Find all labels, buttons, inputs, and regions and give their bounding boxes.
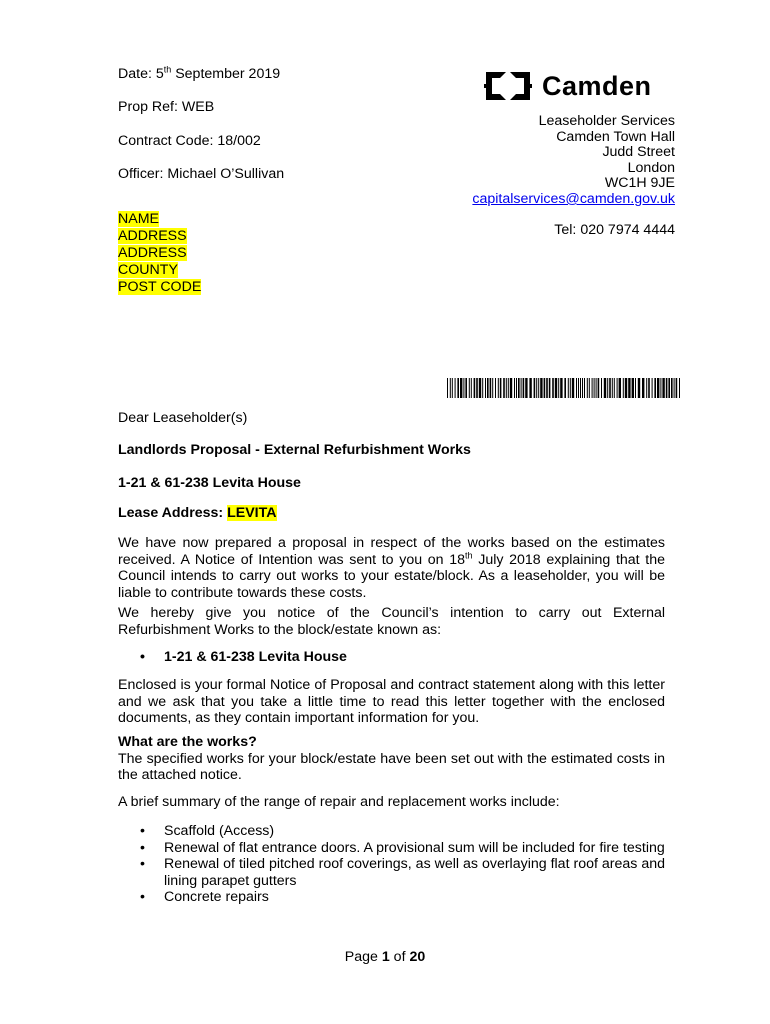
letter-subject: Landlords Proposal - External Refurbishment Works [118,442,471,458]
camden-logo [484,70,676,102]
paragraph-enclosed: Enclosed is your formal Notice of Proposal and contract statement along with this letter and we ask that you take a little time to read this letter together with the enclosed documents, as they contain important information for you. [118,677,665,727]
sender-address [472,114,675,238]
sender-line: London [627,159,675,176]
salutation: Dear Leaseholder(s) [118,410,248,426]
contract-code: Contract Code: 18/002 [118,133,261,149]
sender-line: Camden Town Hall [556,128,675,145]
paragraph-intro: We have now prepared a proposal in respect of the works based on the estimates received. A Notice of Intention was sent to you on 18th July 2018 explaining that the Council intends to carry out works to your estate/block. As a leaseholder, you will be liable to contribute towards these costs. [118,535,666,601]
property-bullet-list [118,649,665,666]
recipient-line: NAME [118,211,159,227]
lease-address-value: LEVITA [227,505,277,521]
camden-logo-icon [484,70,542,102]
sender-email-link[interactable]: capitalservices@camden.gov.uk [472,190,675,207]
paragraph-notice: We hereby give you notice of the Council’s intention to carry out External Refurbishment Works to the block/estate known as: [118,605,665,638]
barcode-image [447,378,681,398]
list-item: • Scaffold (Access) [118,823,665,840]
works-text: The specified works for your block/estate have been set out with the estimated costs in the attached notice. [118,750,665,784]
sender-line: Leaseholder Services [538,113,675,129]
summary-intro: A brief summary of the range of repair and replacement works include: [118,794,560,810]
recipient-line: ADDRESS [118,245,187,261]
recipient-line: ADDRESS [118,228,187,244]
letter-date: Date: 5th September 2019 [118,64,281,82]
lease-address [118,505,277,522]
works-list [118,823,665,906]
letter-header-left [118,66,284,183]
prop-ref: Prop Ref: WEB [118,99,215,115]
works-heading: What are the works? [118,734,257,750]
recipient-line: COUNTY [118,262,178,278]
works-section [118,734,665,784]
list-item: • Concrete repairs [118,889,665,906]
logo-wordmark: Camden [542,71,652,101]
recipient-line: POST CODE [118,279,202,295]
recipient-address [118,211,201,296]
list-item: • Renewal of flat entrance doors. A provisional sum will be included for fire testing [118,840,665,857]
page-number: Page 1 of 20 [344,949,426,965]
sender-line: WC1H 9JE [604,175,675,192]
lease-address-label: Lease Address: [118,505,228,521]
officer-name: Officer: Michael O’Sullivan [118,166,285,182]
sender-line: Judd Street [602,144,675,161]
list-item: • Renewal of tiled pitched roof coverings, as well as overlaying flat roof areas and lining parapet gutters [118,856,665,889]
sender-tel: Tel: 020 7974 4444 [554,221,675,238]
list-item: • 1-21 & 61-238 Levita House [118,649,665,666]
property-name: 1-21 & 61-238 Levita House [118,475,301,491]
